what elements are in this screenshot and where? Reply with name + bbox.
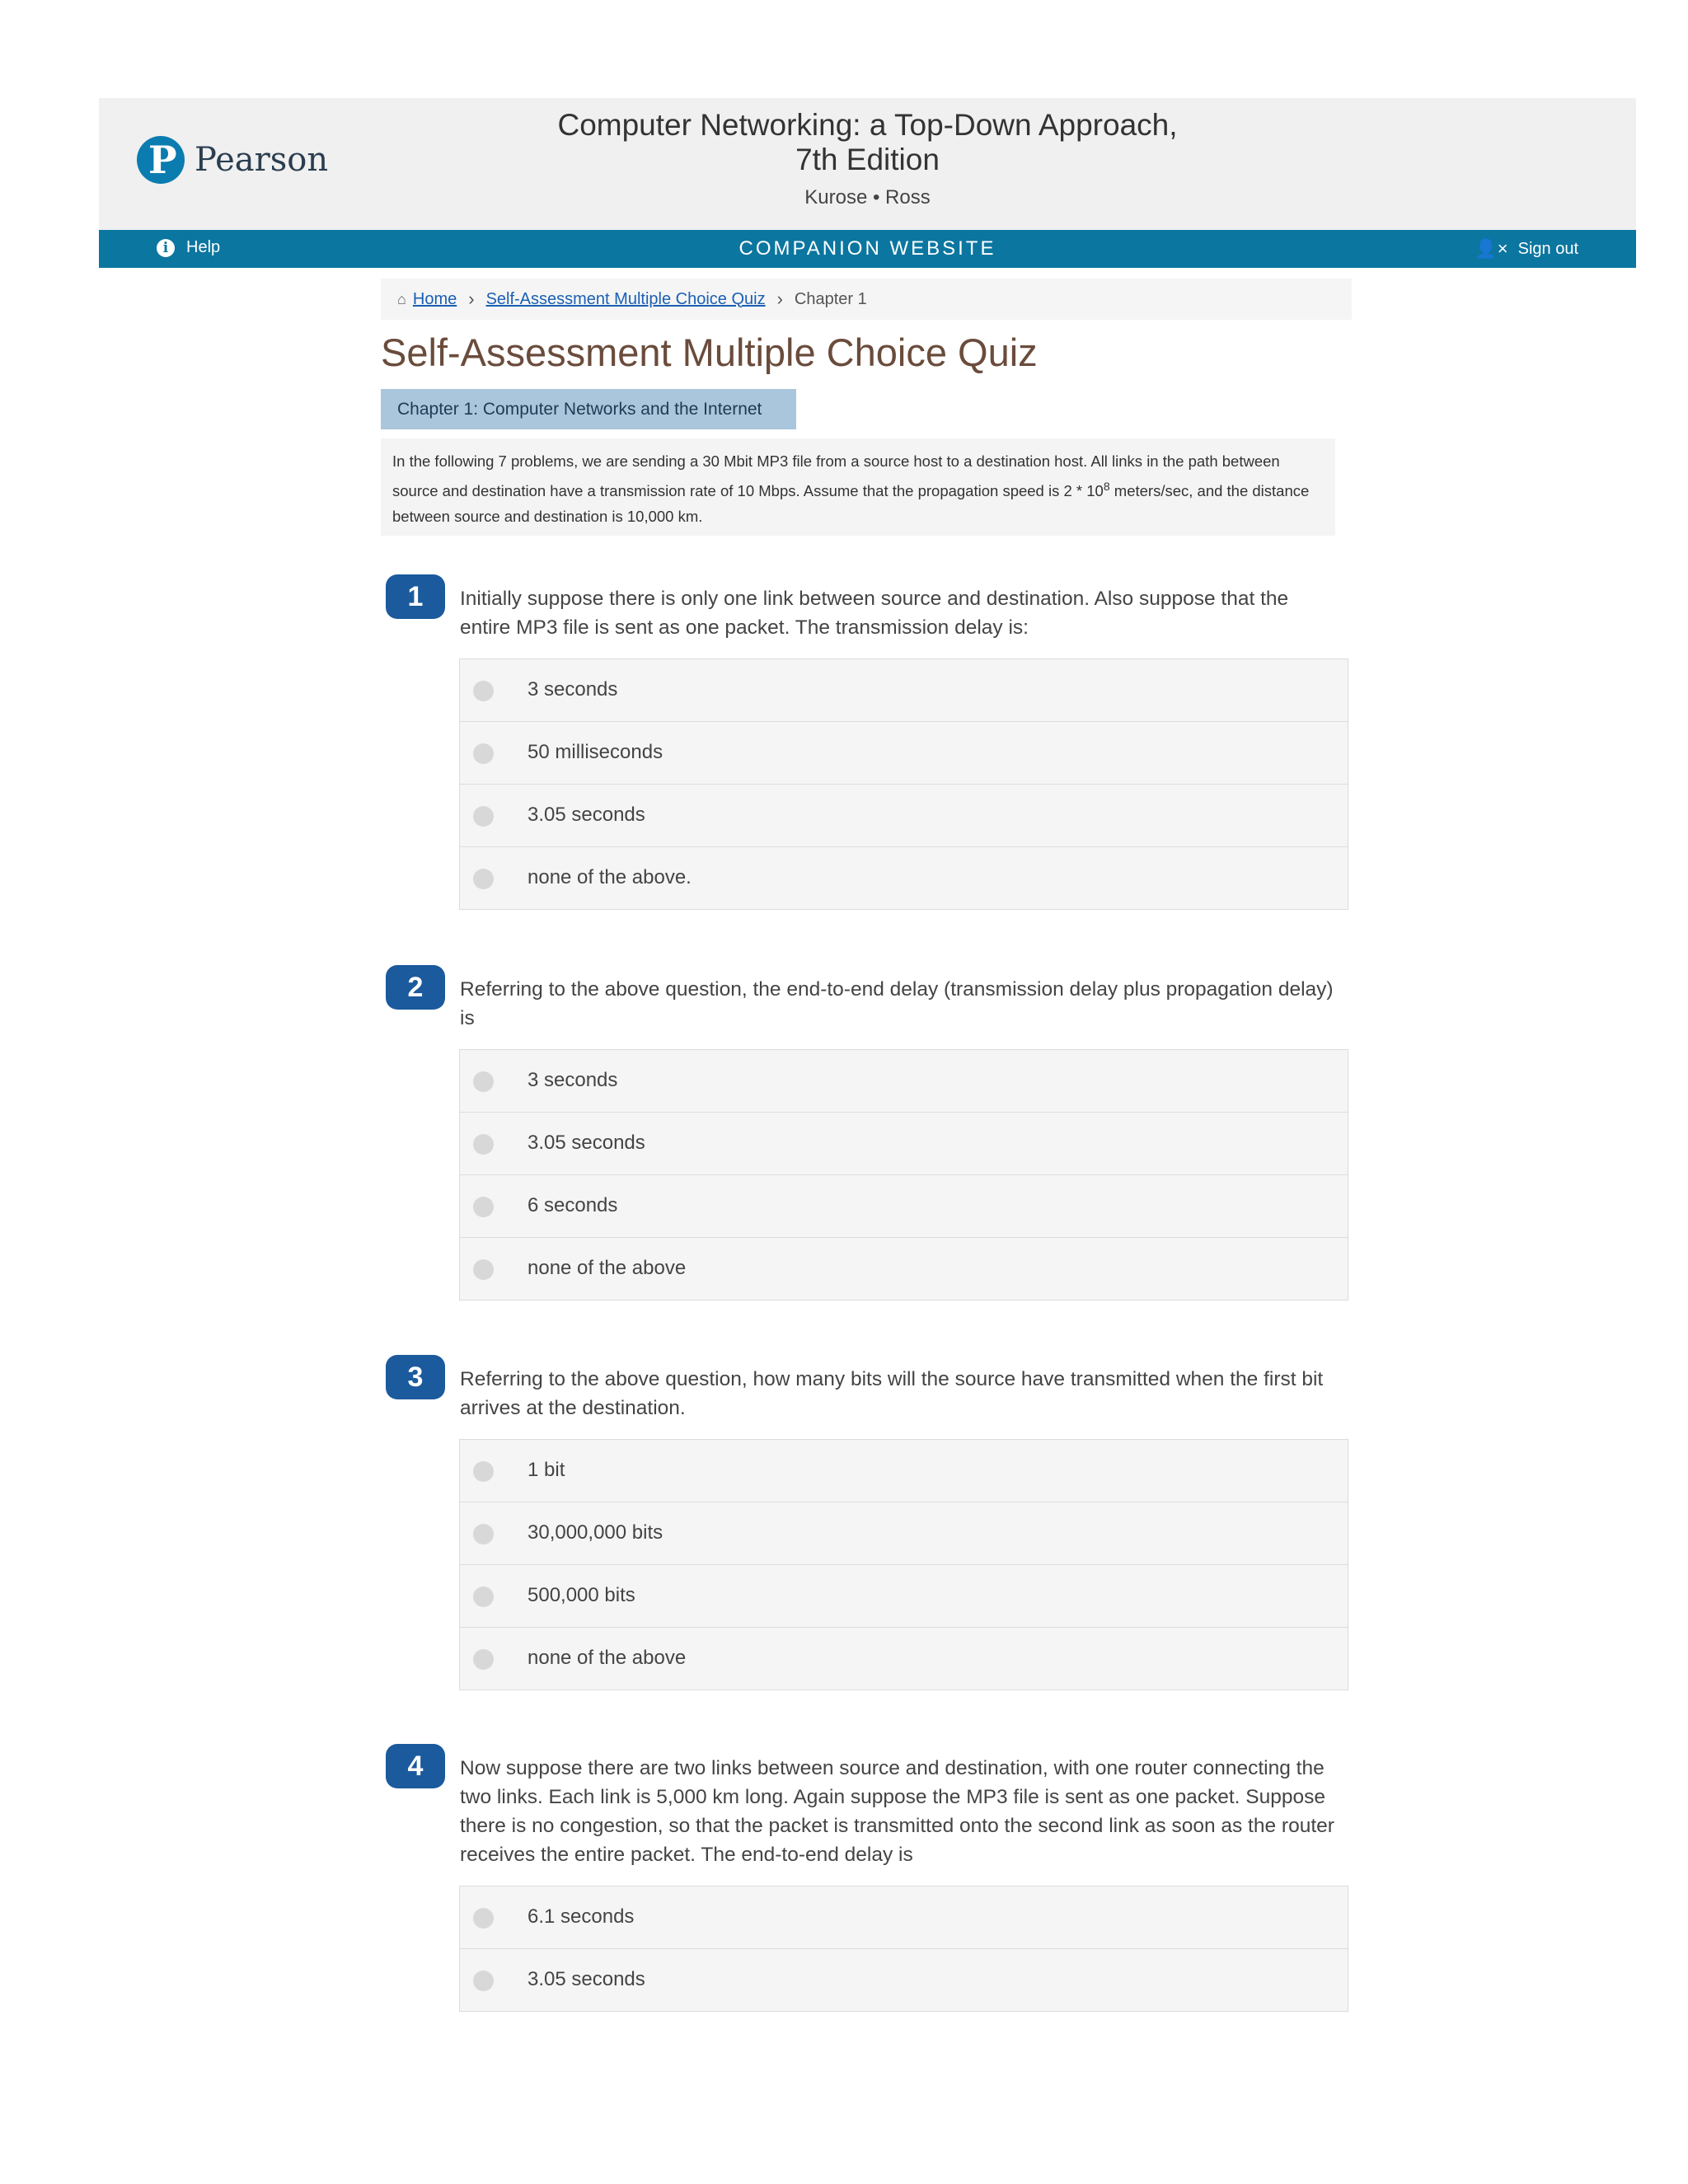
answer-label: 3 seconds [528, 678, 618, 701]
answer-label: 3.05 seconds [528, 804, 645, 826]
quiz-intro [381, 438, 1335, 536]
answer-label: 6.1 seconds [528, 1905, 635, 1928]
page-title: Self-Assessment Multiple Choice Quiz [381, 330, 1038, 374]
question-text: Referring to the above question, how many bits will the source have transmitted when the first bit arrives at the destination. [460, 1368, 1324, 1419]
answer-option[interactable] [460, 1440, 1348, 1502]
question-text: Now suppose there are two links between source and destination, with one router connecting the two links. Each link is 5,000 km long. Again suppose the MP3 file is sent as one packet. Suppose there is no congestion, so that the packet is transmitted onto the second link as soon as the router receives the entire packet. The end-to-end delay is [460, 1757, 1334, 1866]
intro-text-part1: In the following 7 problems, we are sending a 30 Mbit MP3 file from a source host to a destination host. All links in the path between source and destination have a transmission rate of 10 Mbps. Assume that the propagation speed is 2 * 10 [392, 452, 1280, 500]
info-icon: i [157, 239, 175, 257]
answer-label: 30,000,000 bits [528, 1521, 663, 1544]
answer-label: 500,000 bits [528, 1584, 635, 1606]
answer-label: 6 seconds [528, 1194, 618, 1216]
intro-exponent: 8 [1103, 480, 1110, 493]
answer-options [459, 658, 1348, 910]
radio-button[interactable] [473, 1259, 494, 1280]
book-title-line2: 7th Edition [795, 143, 940, 176]
answer-label: none of the above. [528, 866, 692, 888]
answer-label: 3.05 seconds [528, 1132, 645, 1154]
radio-button[interactable] [473, 1586, 494, 1607]
answer-option[interactable] [460, 1628, 1348, 1690]
answer-options [459, 1886, 1348, 2012]
radio-button[interactable] [473, 1971, 494, 1991]
radio-button[interactable] [473, 806, 494, 827]
radio-button[interactable] [473, 1461, 494, 1482]
answer-option[interactable] [460, 1502, 1348, 1565]
question-number-badge: 1 [386, 574, 445, 619]
answer-label: none of the above [528, 1257, 687, 1279]
radio-button[interactable] [473, 1649, 494, 1670]
help-label: Help [186, 238, 221, 256]
radio-button[interactable] [473, 743, 494, 764]
question-text: Initially suppose there is only one link between source and destination. Also suppose that the entire MP3 file is sent as one packet. The transmission delay is: [460, 588, 1289, 639]
top-nav-bar [99, 230, 1636, 268]
home-icon: ⌂ [397, 290, 406, 307]
answer-option[interactable] [460, 785, 1348, 847]
question-number-badge: 2 [386, 965, 445, 1010]
radio-button[interactable] [473, 1071, 494, 1092]
book-title [99, 108, 1636, 177]
breadcrumb-home-link[interactable]: Home [412, 289, 457, 308]
answer-option[interactable] [460, 722, 1348, 785]
question-number-badge: 3 [386, 1355, 445, 1399]
radio-button[interactable] [473, 681, 494, 701]
radio-button[interactable] [473, 869, 494, 889]
answer-options [459, 1439, 1348, 1690]
chapter-badge: Chapter 1: Computer Networks and the Internet [381, 389, 796, 429]
answer-options [459, 1049, 1348, 1301]
answer-option[interactable] [460, 1565, 1348, 1628]
question-text: Referring to the above question, the end-to-end delay (transmission delay plus propagation delay) is [460, 978, 1334, 1029]
chevron-right-icon: › [468, 288, 475, 309]
answer-label: none of the above [528, 1647, 687, 1669]
breadcrumb-current: Chapter 1 [794, 289, 867, 308]
companion-website-title: COMPANION WEBSITE [738, 237, 996, 260]
answer-option[interactable] [460, 1949, 1348, 2012]
question-number-badge: 4 [386, 1744, 445, 1788]
pearson-logo-icon: P [137, 136, 185, 184]
radio-button[interactable] [473, 1134, 494, 1155]
answer-option[interactable] [460, 1238, 1348, 1300]
answer-option[interactable] [460, 1175, 1348, 1238]
sign-out-label: Sign out [1517, 239, 1578, 258]
intro-text-part2: meters/sec, and the distance between source and destination is 10,000 km. [392, 482, 1310, 526]
answer-option[interactable] [460, 847, 1348, 909]
answer-option[interactable] [460, 659, 1348, 722]
book-authors: Kurose • Ross [804, 186, 931, 209]
site-header [99, 98, 1636, 230]
sign-out-link[interactable] [1475, 238, 1578, 260]
answer-option[interactable] [460, 1886, 1348, 1949]
answer-option[interactable] [460, 1050, 1348, 1113]
breadcrumb-quiz-link[interactable]: Self-Assessment Multiple Choice Quiz [485, 289, 766, 308]
book-title-line1: Computer Networking: a Top-Down Approach, [557, 108, 1178, 142]
answer-label: 3 seconds [528, 1069, 618, 1091]
radio-button[interactable] [473, 1524, 494, 1544]
breadcrumb [381, 279, 1352, 320]
logo-text: Pearson [195, 141, 329, 179]
answer-label: 1 bit [528, 1459, 565, 1481]
radio-button[interactable] [473, 1908, 494, 1929]
answer-label: 3.05 seconds [528, 1968, 645, 1990]
answer-option[interactable] [460, 1113, 1348, 1175]
user-signout-icon: 👤× [1475, 238, 1508, 259]
answer-label: 50 milliseconds [528, 741, 663, 763]
radio-button[interactable] [473, 1197, 494, 1217]
chevron-right-icon: › [776, 288, 783, 309]
